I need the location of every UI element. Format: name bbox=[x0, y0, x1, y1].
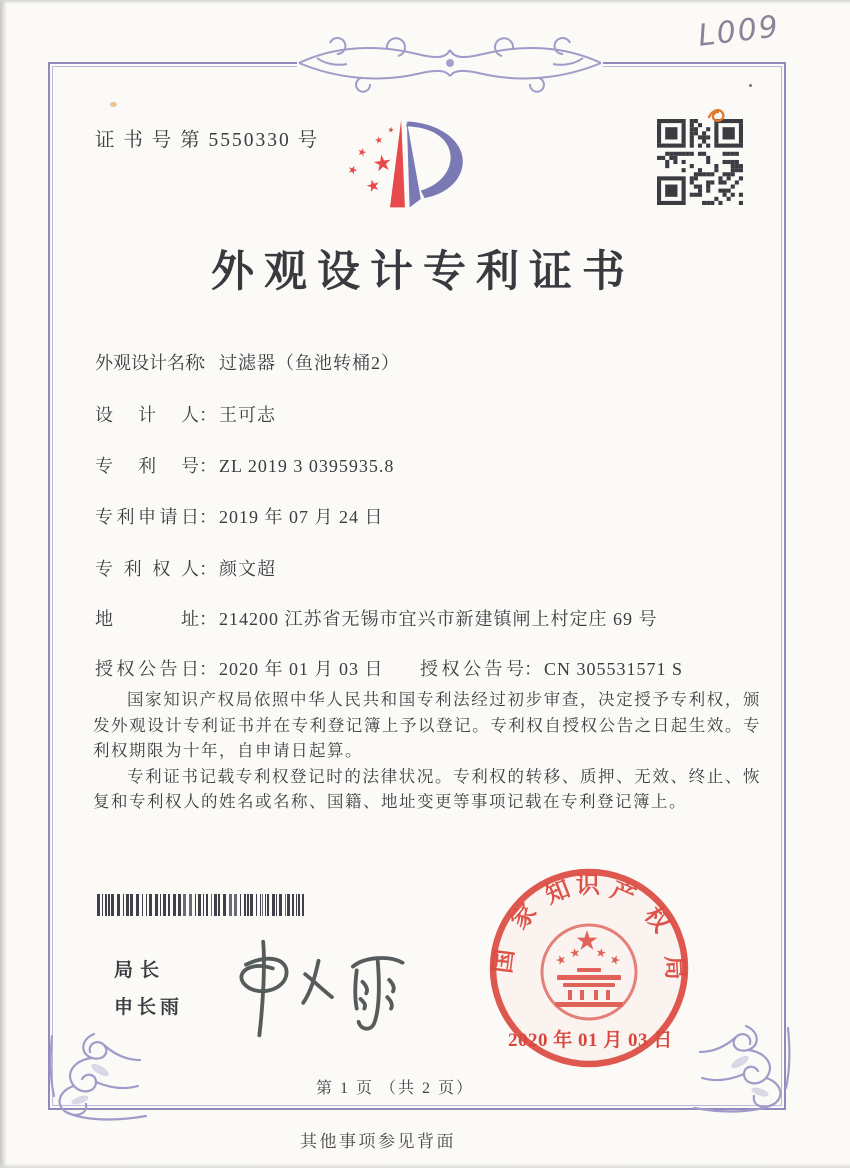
field-design-name bbox=[95, 349, 400, 375]
scan-speck bbox=[110, 102, 117, 107]
cnipa-logo-icon bbox=[348, 110, 488, 218]
border-ornament-top-icon bbox=[265, 36, 635, 94]
seal-char: 知 bbox=[542, 876, 574, 910]
border-ornament-bottom-right-icon bbox=[688, 1022, 800, 1118]
field-value: 2019 年 07 月 24 日 bbox=[219, 507, 384, 527]
seal-char: 局 bbox=[660, 955, 688, 981]
field-value: 王可志 bbox=[219, 405, 276, 425]
field-colon: ： bbox=[199, 456, 217, 476]
field-patentee bbox=[95, 555, 276, 581]
field-colon: ： bbox=[199, 559, 217, 579]
field-colon: ： bbox=[199, 353, 217, 373]
scan-edge-left bbox=[0, 0, 7, 1168]
field-filing-date bbox=[95, 503, 384, 529]
field-address bbox=[95, 605, 658, 631]
seal-char: 权 bbox=[638, 902, 674, 938]
field-label: 外 观 设 计 名 称 bbox=[95, 353, 203, 373]
qr-code bbox=[657, 119, 743, 205]
field-colon: ： bbox=[524, 659, 542, 679]
legal-paragraph: 国家知识产权局依照中华人民共和国专利法经过初步审查，决定授予专利权，颁发外观设计专利证书并在专利登记簿上予以登记。专利权自授权公告之日起生效。专利权期限为十年，自申请日起算。 bbox=[93, 690, 761, 761]
seal-date: 2020 年 01 月 03 日 bbox=[508, 1030, 673, 1051]
certificate-title: 外观设计专利证书 bbox=[211, 249, 635, 296]
seal-char: 产 bbox=[606, 877, 639, 911]
field-designer bbox=[95, 401, 276, 427]
handwritten-note: L009 bbox=[696, 9, 782, 54]
legal-paragraph: 专利证书记载专利权登记时的法律状况。专利权的转移、质押、无效、终止、恢复和专利权人的姓名或名称、国籍、地址变更等事项记载在专利登记簿上。 bbox=[93, 766, 761, 812]
field-label: 专 利 权 人 bbox=[95, 559, 199, 579]
ink-mark-icon bbox=[705, 106, 729, 124]
legal-text bbox=[93, 687, 761, 815]
field-value: 2020 年 01 月 03 日 bbox=[219, 659, 384, 679]
field-value: 颜文超 bbox=[219, 559, 276, 579]
signer-name: 申长雨 bbox=[114, 997, 184, 1018]
field-value: CN 305531571 S bbox=[544, 659, 684, 679]
seal-char: 家 bbox=[506, 899, 542, 935]
field-grant-number bbox=[420, 655, 683, 681]
scan-edge-top bbox=[0, 0, 850, 4]
page-indicator: 第 1 页 （共 2 页） bbox=[315, 1080, 474, 1097]
field-colon: ： bbox=[199, 405, 217, 425]
scan-speck bbox=[749, 84, 752, 87]
field-patent-number bbox=[95, 452, 394, 478]
seal-char: 国 bbox=[490, 947, 520, 975]
field-value: 过滤器（鱼池转桶2） bbox=[219, 353, 400, 373]
barcode bbox=[97, 894, 310, 921]
field-label: 授 权 公 告 日 bbox=[95, 659, 199, 679]
certificate-number: 证 书 号 第 5550330 号 bbox=[95, 130, 320, 151]
field-colon: ： bbox=[199, 659, 217, 679]
field-label: 设 计 人 bbox=[95, 405, 199, 425]
scan-edge-bottom bbox=[0, 1163, 850, 1168]
seal-char: 识 bbox=[575, 872, 601, 900]
field-label: 授 权 公 告 号 bbox=[420, 659, 524, 679]
director-signature-icon bbox=[212, 936, 427, 1041]
field-value: 214200 江苏省无锡市宜兴市新建镇闸上村定庄 69 号 bbox=[219, 609, 658, 629]
back-note: 其他事项参见背面 bbox=[300, 1132, 456, 1151]
field-colon: ： bbox=[199, 507, 217, 527]
field-value: ZL 2019 3 0395935.8 bbox=[219, 456, 395, 476]
field-grant-date bbox=[95, 655, 384, 681]
field-label: 专 利 号 bbox=[95, 456, 199, 476]
signer-title: 局长 bbox=[114, 960, 167, 981]
field-label: 地 址 bbox=[95, 609, 199, 629]
field-colon: ： bbox=[199, 609, 217, 629]
field-label: 专 利 申 请 日 bbox=[95, 507, 199, 527]
